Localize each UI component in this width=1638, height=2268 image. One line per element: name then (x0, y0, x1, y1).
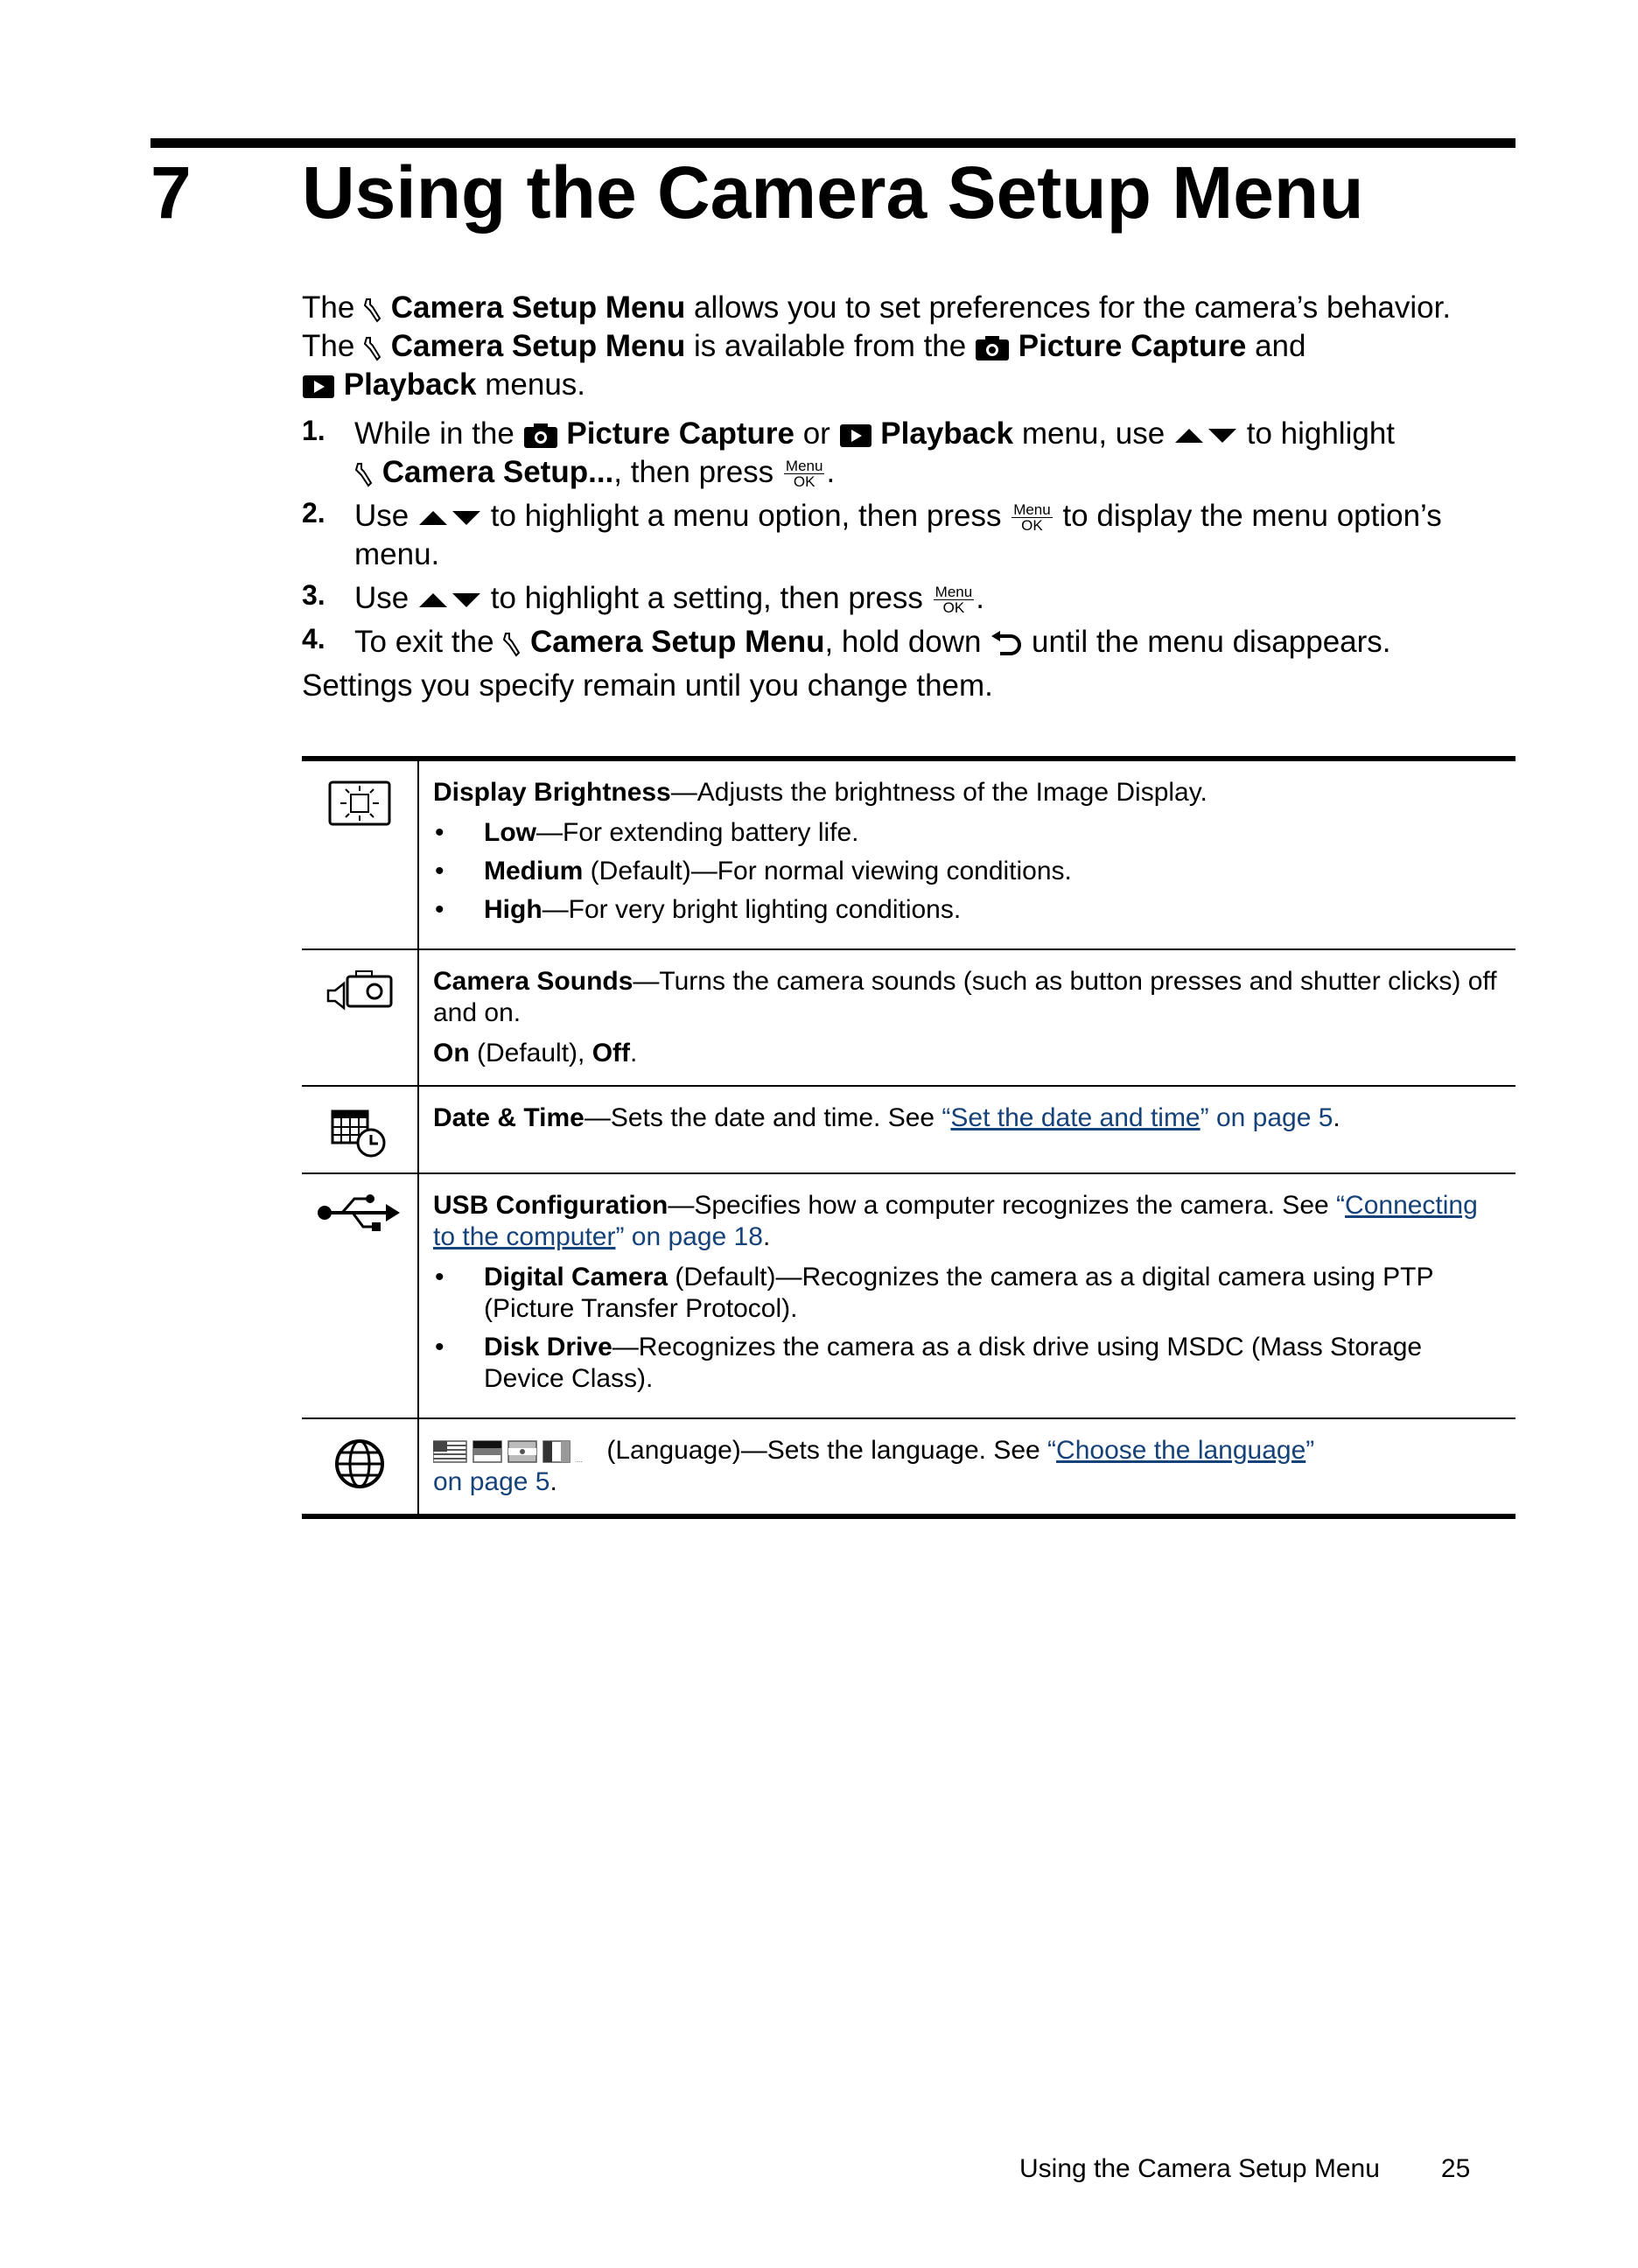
chapter-body (302, 289, 1522, 705)
chapter-rule (150, 138, 1516, 148)
option-list (433, 1262, 1503, 1395)
menu-ok-button-icon: Menu OK (785, 458, 823, 491)
list-item: • Digital Camera (Default)—Recognizes the camera as a digital camera using PTP (Picture Transfer Protocol). (433, 1262, 1503, 1325)
setting-title: Date & Time (433, 1103, 584, 1132)
language-flags-icon (433, 1439, 599, 1464)
settings-note: Settings you specify remain until you change them. (302, 668, 993, 703)
table-row: Camera Sounds—Turns the camera sounds (such as button presses and shutter clicks) off and on. On (Default), Off. (302, 949, 1516, 1086)
wrench-icon (363, 297, 382, 323)
setting-title: USB Configuration (433, 1191, 668, 1220)
menu-ok-button-icon: Menu OK (934, 584, 973, 617)
globe-icon (334, 1438, 385, 1489)
list-item: • Low—For extending battery life. (433, 817, 1503, 849)
usb-icon (316, 1194, 403, 1232)
camera-sounds-icon (325, 970, 395, 1012)
up-down-arrows-icon (417, 590, 482, 611)
list-item: • High—For very bright lighting conditions. (433, 894, 1503, 926)
list-item: • Medium (Default)—For normal viewing conditions. (433, 856, 1503, 887)
step-item: 2. Use to highlight a menu option, then press Menu OK to display the menu option’s menu. (302, 497, 1442, 571)
playback-icon (839, 423, 872, 449)
chapter-number: 7 (150, 151, 192, 234)
date-time-icon (331, 1106, 388, 1158)
table-row: USB Configuration—Specifies how a computer recognizes the camera. See “Connecting to the computer” on page 18. • Digital Camera (Default)—Recognizes the camera as a digital camera using PTP (Picture Transfer Protocol). • Disk Drive—Recognizes the camera as a disk drive using MSDC (Mass Storage Device Class). (302, 1173, 1516, 1418)
svg-text:....: .... (575, 1456, 583, 1465)
playback-icon (302, 374, 335, 400)
language-page-ref[interactable]: on page 5 (433, 1467, 550, 1496)
step-item: 3. Use to highlight a setting, then press Menu OK . (302, 579, 984, 617)
list-item: • Disk Drive—Recognizes the camera as a disk drive using MSDC (Mass Storage Device Class). (433, 1332, 1503, 1395)
wrench-icon (354, 461, 374, 487)
step-item: 1. While in the Picture Capture or Playback menu, use to highlight Camera Setup..., then press Menu OK . (302, 415, 1396, 491)
footer-title: Using the Camera Setup Menu (1019, 2154, 1380, 2183)
table-row: Date & Time—Sets the date and time. See “Set the date and time” on page 5. (302, 1086, 1516, 1173)
camera-icon (975, 335, 1010, 361)
display-brightness-icon (328, 780, 391, 826)
camera-icon (523, 423, 558, 449)
back-arrow-icon (990, 631, 1023, 657)
step-item: 4. To exit the Camera Setup Menu, hold down until the menu disappears. (302, 623, 1391, 659)
menu-ok-button-icon: Menu OK (1013, 501, 1051, 535)
chapter-title: Using the Camera Setup Menu (302, 151, 1364, 234)
page-number: 25 (1440, 2154, 1471, 2183)
connecting-computer-link[interactable]: “Connecting to the computer” on page 18 (433, 1191, 1478, 1251)
up-down-arrows-icon (1173, 425, 1238, 446)
intro-paragraph: The Camera Setup Menu allows you to set preferences for the camera’s behavior. The Camera Setup Menu is available from the Picture Capture and Playback menus. (302, 290, 1452, 402)
setting-title: Display Brightness (433, 778, 671, 807)
option-list (433, 817, 1503, 926)
steps-list (302, 415, 1522, 662)
setting-title: Camera Sounds (433, 967, 634, 996)
settings-table (302, 756, 1516, 1519)
wrench-icon (502, 631, 522, 657)
table-row: .... (Language)—Sets the language. See “Choose the language” on page 5. (302, 1418, 1516, 1516)
choose-language-link[interactable]: “Choose the language” (1047, 1436, 1315, 1465)
table-row: Display Brightness—Adjusts the brightness of the Image Display. • Low—For extending battery life. • Medium (Default)—For normal viewing conditions. • High—For very bright lighting conditions. (302, 759, 1516, 949)
page-footer (1019, 2154, 1470, 2184)
date-time-link[interactable]: “Set the date and time” on page 5 (942, 1103, 1334, 1132)
up-down-arrows-icon (417, 508, 482, 528)
wrench-icon (363, 335, 382, 361)
